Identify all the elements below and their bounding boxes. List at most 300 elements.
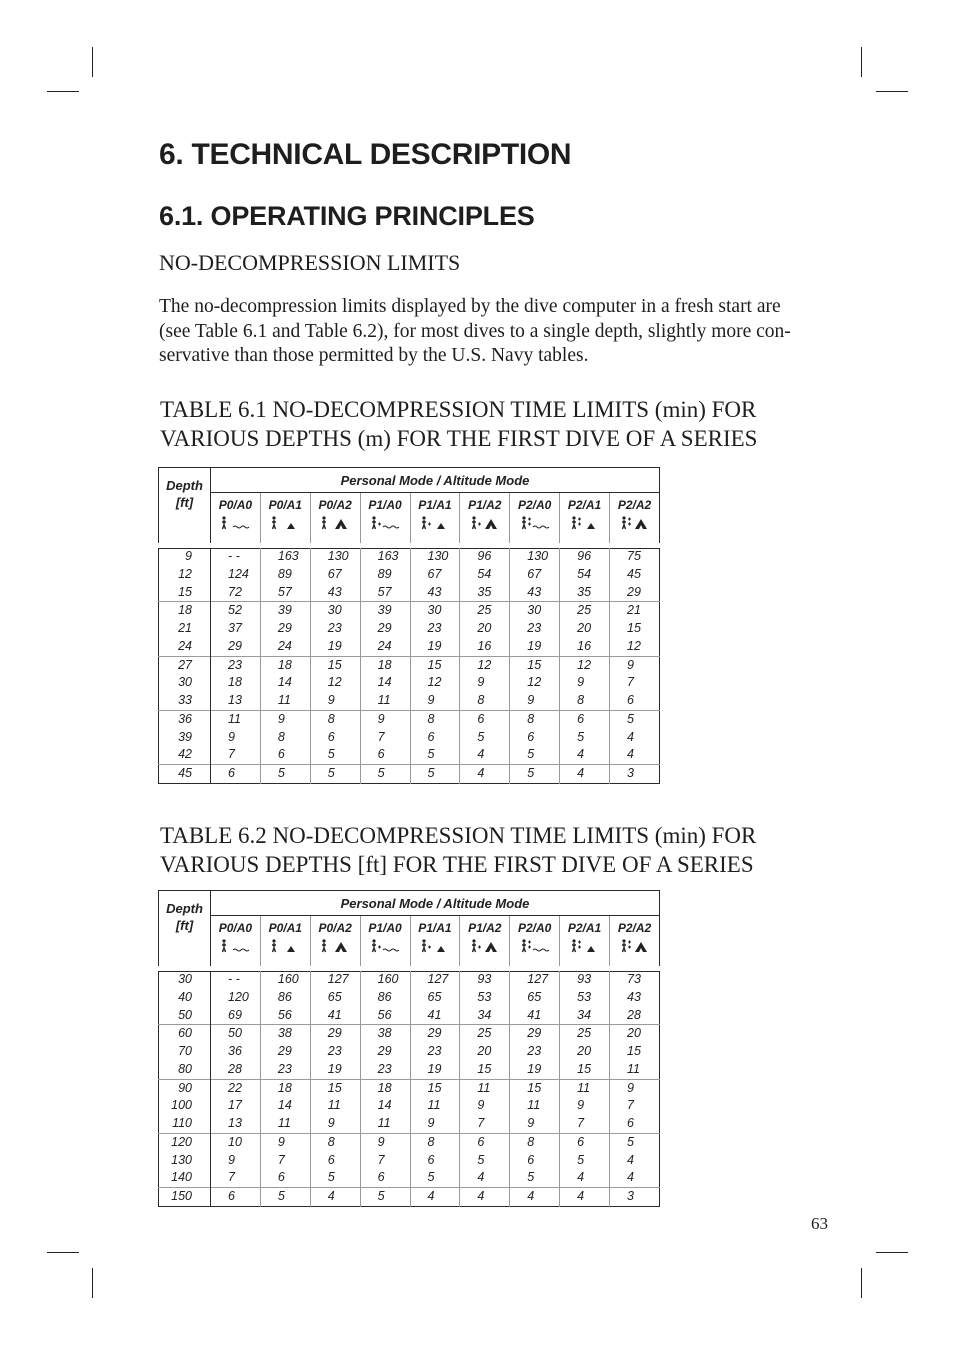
time-cell: 23 bbox=[310, 620, 360, 638]
intro-paragraph bbox=[159, 295, 829, 369]
time-cell: 14 bbox=[360, 674, 410, 692]
time-cell: 57 bbox=[360, 584, 410, 602]
time-cell: 23 bbox=[410, 1043, 460, 1061]
time-cell: 4 bbox=[460, 1169, 510, 1187]
depth-cell: 50 bbox=[159, 1007, 211, 1025]
time-cell: 7 bbox=[260, 1152, 310, 1170]
column-label: P2/A0 bbox=[518, 498, 552, 512]
time-cell: 11 bbox=[211, 710, 261, 728]
time-cell: 53 bbox=[560, 989, 610, 1007]
time-cell: 7 bbox=[360, 1152, 410, 1170]
column-header bbox=[610, 493, 660, 546]
page-number: 63 bbox=[811, 1214, 828, 1233]
time-cell: 96 bbox=[560, 546, 610, 566]
time-cell: 20 bbox=[460, 1043, 510, 1061]
time-cell: 11 bbox=[360, 692, 410, 710]
time-cell: 5 bbox=[260, 765, 310, 784]
intro-line: The no-decompression limits displayed by the dive computer in a fresh start are bbox=[159, 296, 781, 317]
column-label: P2/A0 bbox=[518, 921, 552, 935]
table-row bbox=[159, 729, 660, 747]
depth-cell: 42 bbox=[159, 746, 211, 764]
time-cell: 14 bbox=[360, 1097, 410, 1115]
crop-mark bbox=[92, 47, 93, 77]
time-cell: 4 bbox=[560, 1169, 610, 1187]
time-cell: 54 bbox=[560, 566, 610, 584]
time-cell: 5 bbox=[410, 765, 460, 784]
time-cell: 14 bbox=[260, 1097, 310, 1115]
time-cell: 12 bbox=[310, 674, 360, 692]
person-wave-icon bbox=[211, 939, 260, 956]
time-cell: 4 bbox=[510, 1188, 560, 1207]
table-title-line: VARIOUS DEPTHS [ft] FOR THE FIRST DIVE OF A SERIES bbox=[160, 852, 754, 877]
column-header bbox=[360, 493, 410, 546]
time-cell: 37 bbox=[211, 620, 261, 638]
time-cell: 7 bbox=[460, 1115, 510, 1133]
table-row bbox=[159, 546, 660, 566]
time-cell: 65 bbox=[410, 989, 460, 1007]
time-cell: 16 bbox=[460, 638, 510, 656]
time-cell: 89 bbox=[360, 566, 410, 584]
depth-cell: 9 bbox=[159, 546, 211, 566]
time-cell: 5 bbox=[410, 1169, 460, 1187]
table-row bbox=[159, 1025, 660, 1043]
time-cell: 9 bbox=[211, 1152, 261, 1170]
time-cell: 54 bbox=[460, 566, 510, 584]
table-row bbox=[159, 692, 660, 710]
time-cell: 25 bbox=[560, 1025, 610, 1043]
time-cell: 52 bbox=[211, 602, 261, 620]
time-cell: 6 bbox=[360, 746, 410, 764]
time-cell: 39 bbox=[260, 602, 310, 620]
time-cell: 6 bbox=[610, 1115, 660, 1133]
time-cell: 23 bbox=[310, 1043, 360, 1061]
time-cell: 23 bbox=[211, 656, 261, 674]
time-cell: 23 bbox=[510, 620, 560, 638]
depth-cell: 130 bbox=[159, 1152, 211, 1170]
depth-cell: 15 bbox=[159, 584, 211, 602]
time-cell: 38 bbox=[260, 1025, 310, 1043]
time-cell: 20 bbox=[560, 1043, 610, 1061]
time-cell: - - bbox=[211, 969, 261, 989]
depth-cell: 30 bbox=[159, 969, 211, 989]
time-cell: 6 bbox=[610, 692, 660, 710]
subsection-title: NO-DECOMPRESSION LIMITS bbox=[159, 250, 461, 275]
time-cell: 5 bbox=[310, 746, 360, 764]
time-cell: 18 bbox=[360, 1079, 410, 1097]
time-cell: 5 bbox=[360, 765, 410, 784]
time-cell: 29 bbox=[610, 584, 660, 602]
table-row bbox=[159, 602, 660, 620]
time-cell: 43 bbox=[510, 584, 560, 602]
time-cell: 160 bbox=[360, 969, 410, 989]
time-cell: 65 bbox=[510, 989, 560, 1007]
table-row bbox=[159, 1097, 660, 1115]
column-label: P1/A2 bbox=[468, 498, 502, 512]
table-row bbox=[159, 620, 660, 638]
time-cell: 34 bbox=[560, 1007, 610, 1025]
time-cell: 5 bbox=[460, 1152, 510, 1170]
depth-cell: 24 bbox=[159, 638, 211, 656]
column-label: P1/A1 bbox=[418, 498, 452, 512]
time-cell: 93 bbox=[560, 969, 610, 989]
time-cell: 18 bbox=[211, 674, 261, 692]
table-row bbox=[159, 1169, 660, 1187]
time-cell: 15 bbox=[460, 1061, 510, 1079]
time-cell: 4 bbox=[610, 1152, 660, 1170]
time-cell: 5 bbox=[610, 1133, 660, 1151]
column-header bbox=[211, 493, 261, 546]
time-cell: 23 bbox=[410, 620, 460, 638]
crop-mark bbox=[47, 1252, 79, 1253]
time-cell: 5 bbox=[510, 765, 560, 784]
table-row bbox=[159, 1188, 660, 1207]
column-label: P1/A0 bbox=[368, 921, 402, 935]
time-cell: 53 bbox=[460, 989, 510, 1007]
column-header bbox=[260, 916, 310, 969]
table-6-2-title bbox=[160, 821, 840, 879]
time-cell: 35 bbox=[460, 584, 510, 602]
intro-line: (see Table 6.1 and Table 6.2), for most dives to a single depth, slightly more con- bbox=[159, 320, 791, 342]
crop-mark bbox=[861, 1268, 862, 1298]
time-cell: 34 bbox=[460, 1007, 510, 1025]
crop-mark bbox=[876, 1252, 908, 1253]
time-cell: 56 bbox=[360, 1007, 410, 1025]
time-cell: 9 bbox=[510, 1115, 560, 1133]
table-6-1 bbox=[158, 467, 660, 784]
time-cell: 22 bbox=[211, 1079, 261, 1097]
time-cell: 6 bbox=[360, 1169, 410, 1187]
table-title-line: VARIOUS DEPTHS (m) FOR THE FIRST DIVE OF A SERIES bbox=[160, 426, 758, 451]
table-row bbox=[159, 1007, 660, 1025]
time-cell: 9 bbox=[610, 1079, 660, 1097]
person-plus-hill-icon bbox=[411, 939, 460, 956]
time-cell: 72 bbox=[211, 584, 261, 602]
time-cell: 9 bbox=[260, 710, 310, 728]
column-header bbox=[510, 493, 560, 546]
column-header bbox=[310, 493, 360, 546]
table-row bbox=[159, 765, 660, 784]
time-cell: 6 bbox=[310, 1152, 360, 1170]
time-cell: 15 bbox=[560, 1061, 610, 1079]
time-cell: 15 bbox=[610, 620, 660, 638]
time-cell: 15 bbox=[410, 656, 460, 674]
time-cell: 120 bbox=[211, 989, 261, 1007]
time-cell: 23 bbox=[260, 1061, 310, 1079]
time-cell: 9 bbox=[460, 674, 510, 692]
time-cell: 41 bbox=[510, 1007, 560, 1025]
section-title: 6.1. OPERATING PRINCIPLES bbox=[159, 201, 535, 231]
time-cell: 73 bbox=[610, 969, 660, 989]
column-header bbox=[211, 916, 261, 969]
time-cell: 6 bbox=[510, 1152, 560, 1170]
time-cell: 4 bbox=[610, 746, 660, 764]
time-cell: 89 bbox=[260, 566, 310, 584]
time-cell: 6 bbox=[410, 729, 460, 747]
column-header bbox=[460, 493, 510, 546]
depth-cell: 40 bbox=[159, 989, 211, 1007]
time-cell: 65 bbox=[310, 989, 360, 1007]
time-cell: 18 bbox=[260, 656, 310, 674]
time-cell: 29 bbox=[211, 638, 261, 656]
table-row bbox=[159, 746, 660, 764]
depth-cell: 100 bbox=[159, 1097, 211, 1115]
time-cell: 23 bbox=[510, 1043, 560, 1061]
column-header bbox=[560, 916, 610, 969]
depth-header bbox=[159, 891, 211, 969]
time-cell: 11 bbox=[310, 1097, 360, 1115]
depth-label: Depth bbox=[166, 901, 203, 916]
time-cell: 5 bbox=[410, 746, 460, 764]
column-label: P0/A2 bbox=[318, 498, 352, 512]
column-header bbox=[560, 493, 610, 546]
person-plus-wave-icon bbox=[361, 516, 410, 533]
time-cell: 12 bbox=[410, 674, 460, 692]
time-cell: 38 bbox=[360, 1025, 410, 1043]
time-cell: 93 bbox=[460, 969, 510, 989]
time-cell: 5 bbox=[510, 746, 560, 764]
person-mountain-icon bbox=[311, 516, 360, 533]
person-mountain-icon bbox=[311, 939, 360, 956]
time-cell: 5 bbox=[560, 729, 610, 747]
time-cell: 10 bbox=[211, 1133, 261, 1151]
time-cell: 7 bbox=[211, 746, 261, 764]
column-label: P1/A2 bbox=[468, 921, 502, 935]
depth-cell: 150 bbox=[159, 1188, 211, 1207]
mode-header: Personal Mode / Altitude Mode bbox=[211, 468, 660, 493]
table-title-line: TABLE 6.1 NO-DECOMPRESSION TIME LIMITS (min) FOR bbox=[160, 397, 757, 422]
time-cell: 6 bbox=[560, 1133, 610, 1151]
time-cell: 18 bbox=[260, 1079, 310, 1097]
table-row bbox=[159, 566, 660, 584]
time-cell: 24 bbox=[360, 638, 410, 656]
time-cell: 57 bbox=[260, 584, 310, 602]
table-row bbox=[159, 674, 660, 692]
time-cell: 15 bbox=[310, 1079, 360, 1097]
time-cell: 29 bbox=[410, 1025, 460, 1043]
depth-cell: 45 bbox=[159, 765, 211, 784]
time-cell: 19 bbox=[410, 638, 460, 656]
time-cell: 127 bbox=[410, 969, 460, 989]
depth-cell: 60 bbox=[159, 1025, 211, 1043]
crop-mark bbox=[92, 1268, 93, 1298]
time-cell: 8 bbox=[310, 710, 360, 728]
column-label: P0/A0 bbox=[218, 498, 253, 512]
time-cell: 4 bbox=[410, 1188, 460, 1207]
time-cell: 13 bbox=[211, 1115, 261, 1133]
time-cell: 5 bbox=[560, 1152, 610, 1170]
time-cell: 6 bbox=[410, 1152, 460, 1170]
time-cell: 17 bbox=[211, 1097, 261, 1115]
depth-cell: 140 bbox=[159, 1169, 211, 1187]
time-cell: 13 bbox=[211, 692, 261, 710]
time-cell: 7 bbox=[560, 1115, 610, 1133]
time-cell: 9 bbox=[560, 1097, 610, 1115]
time-cell: 15 bbox=[310, 656, 360, 674]
table-row bbox=[159, 710, 660, 728]
time-cell: 7 bbox=[360, 729, 410, 747]
time-cell: 5 bbox=[310, 765, 360, 784]
column-label: P1/A1 bbox=[418, 921, 452, 935]
person-plus-wave-icon bbox=[361, 939, 410, 956]
table-row bbox=[159, 969, 660, 989]
time-cell: 9 bbox=[410, 692, 460, 710]
time-cell: 24 bbox=[260, 638, 310, 656]
person-plusplus-mountain-icon bbox=[610, 939, 659, 956]
time-cell: 43 bbox=[610, 989, 660, 1007]
depth-cell: 12 bbox=[159, 566, 211, 584]
time-cell: 9 bbox=[360, 710, 410, 728]
time-cell: 4 bbox=[610, 1169, 660, 1187]
time-cell: 9 bbox=[460, 1097, 510, 1115]
depth-cell: 30 bbox=[159, 674, 211, 692]
time-cell: 12 bbox=[560, 656, 610, 674]
time-cell: 96 bbox=[460, 546, 510, 566]
time-cell: 8 bbox=[510, 1133, 560, 1151]
chapter-title: 6. TECHNICAL DESCRIPTION bbox=[159, 138, 572, 171]
depth-header bbox=[159, 468, 211, 546]
time-cell: 50 bbox=[211, 1025, 261, 1043]
time-cell: 6 bbox=[560, 710, 610, 728]
time-cell: 67 bbox=[510, 566, 560, 584]
time-cell: 8 bbox=[260, 729, 310, 747]
time-cell: 30 bbox=[310, 602, 360, 620]
column-label: P0/A0 bbox=[218, 921, 253, 935]
depth-cell: 70 bbox=[159, 1043, 211, 1061]
time-cell: 18 bbox=[360, 656, 410, 674]
time-cell: 130 bbox=[310, 546, 360, 566]
time-cell: 86 bbox=[260, 989, 310, 1007]
time-cell: 20 bbox=[560, 620, 610, 638]
person-plusplus-hill-icon bbox=[560, 516, 609, 533]
time-cell: 6 bbox=[260, 1169, 310, 1187]
column-label: P0/A2 bbox=[318, 921, 352, 935]
intro-line: servative than those permitted by the U.S. Navy tables. bbox=[159, 345, 589, 366]
time-cell: 12 bbox=[460, 656, 510, 674]
depth-label: Depth bbox=[166, 478, 203, 493]
table-row bbox=[159, 1079, 660, 1097]
time-cell: 4 bbox=[560, 765, 610, 784]
time-cell: - - bbox=[211, 546, 261, 566]
time-cell: 5 bbox=[310, 1169, 360, 1187]
column-header bbox=[610, 916, 660, 969]
crop-mark bbox=[876, 91, 908, 92]
depth-unit: [ft] bbox=[175, 918, 194, 933]
time-cell: 4 bbox=[460, 765, 510, 784]
time-cell: 11 bbox=[360, 1115, 410, 1133]
time-cell: 7 bbox=[211, 1169, 261, 1187]
person-plus-mountain-icon bbox=[460, 939, 509, 956]
time-cell: 11 bbox=[260, 692, 310, 710]
time-cell: 12 bbox=[510, 674, 560, 692]
time-cell: 8 bbox=[510, 710, 560, 728]
time-cell: 29 bbox=[360, 1043, 410, 1061]
time-cell: 9 bbox=[360, 1133, 410, 1151]
time-cell: 9 bbox=[310, 1115, 360, 1133]
person-plusplus-hill-icon bbox=[560, 939, 609, 956]
column-header bbox=[510, 916, 560, 969]
column-label: P0/A1 bbox=[268, 498, 302, 512]
table-title-line: TABLE 6.2 NO-DECOMPRESSION TIME LIMITS (min) FOR bbox=[160, 823, 757, 848]
time-cell: 23 bbox=[360, 1061, 410, 1079]
time-cell: 25 bbox=[560, 602, 610, 620]
time-cell: 160 bbox=[260, 969, 310, 989]
time-cell: 15 bbox=[510, 656, 560, 674]
time-cell: 15 bbox=[410, 1079, 460, 1097]
column-header bbox=[410, 493, 460, 546]
time-cell: 4 bbox=[460, 746, 510, 764]
time-cell: 9 bbox=[560, 674, 610, 692]
time-cell: 11 bbox=[460, 1079, 510, 1097]
time-cell: 20 bbox=[460, 620, 510, 638]
depth-cell: 80 bbox=[159, 1061, 211, 1079]
time-cell: 5 bbox=[460, 729, 510, 747]
depth-cell: 90 bbox=[159, 1079, 211, 1097]
depth-unit: [ft] bbox=[175, 495, 194, 510]
person-plusplus-wave-icon bbox=[510, 516, 559, 533]
column-label: P2/A1 bbox=[567, 498, 602, 512]
time-cell: 11 bbox=[610, 1061, 660, 1079]
time-cell: 9 bbox=[260, 1133, 310, 1151]
time-cell: 6 bbox=[460, 710, 510, 728]
time-cell: 28 bbox=[211, 1061, 261, 1079]
time-cell: 6 bbox=[460, 1133, 510, 1151]
time-cell: 16 bbox=[560, 638, 610, 656]
depth-cell: 110 bbox=[159, 1115, 211, 1133]
time-cell: 7 bbox=[610, 1097, 660, 1115]
time-cell: 3 bbox=[610, 1188, 660, 1207]
time-cell: 36 bbox=[211, 1043, 261, 1061]
time-cell: 45 bbox=[610, 566, 660, 584]
column-label: P2/A2 bbox=[617, 921, 652, 935]
time-cell: 86 bbox=[360, 989, 410, 1007]
time-cell: 19 bbox=[310, 638, 360, 656]
time-cell: 5 bbox=[360, 1188, 410, 1207]
time-cell: 4 bbox=[310, 1188, 360, 1207]
time-cell: 11 bbox=[560, 1079, 610, 1097]
time-cell: 5 bbox=[510, 1169, 560, 1187]
time-cell: 19 bbox=[310, 1061, 360, 1079]
time-cell: 4 bbox=[560, 1188, 610, 1207]
time-cell: 163 bbox=[260, 546, 310, 566]
time-cell: 28 bbox=[610, 1007, 660, 1025]
table-row bbox=[159, 656, 660, 674]
time-cell: 41 bbox=[310, 1007, 360, 1025]
depth-cell: 39 bbox=[159, 729, 211, 747]
person-plusplus-wave-icon bbox=[510, 939, 559, 956]
time-cell: 9 bbox=[310, 692, 360, 710]
person-wave-icon bbox=[211, 516, 260, 533]
time-cell: 25 bbox=[460, 1025, 510, 1043]
table-row bbox=[159, 989, 660, 1007]
time-cell: 56 bbox=[260, 1007, 310, 1025]
time-cell: 11 bbox=[510, 1097, 560, 1115]
table-row bbox=[159, 1061, 660, 1079]
table-row bbox=[159, 1043, 660, 1061]
time-cell: 69 bbox=[211, 1007, 261, 1025]
time-cell: 11 bbox=[260, 1115, 310, 1133]
column-header bbox=[310, 916, 360, 969]
column-header bbox=[360, 916, 410, 969]
time-cell: 130 bbox=[510, 546, 560, 566]
depth-cell: 18 bbox=[159, 602, 211, 620]
time-cell: 8 bbox=[560, 692, 610, 710]
time-cell: 6 bbox=[260, 746, 310, 764]
depth-cell: 21 bbox=[159, 620, 211, 638]
time-cell: 130 bbox=[410, 546, 460, 566]
time-cell: 25 bbox=[460, 602, 510, 620]
time-cell: 41 bbox=[410, 1007, 460, 1025]
person-plusplus-mountain-icon bbox=[610, 516, 659, 533]
